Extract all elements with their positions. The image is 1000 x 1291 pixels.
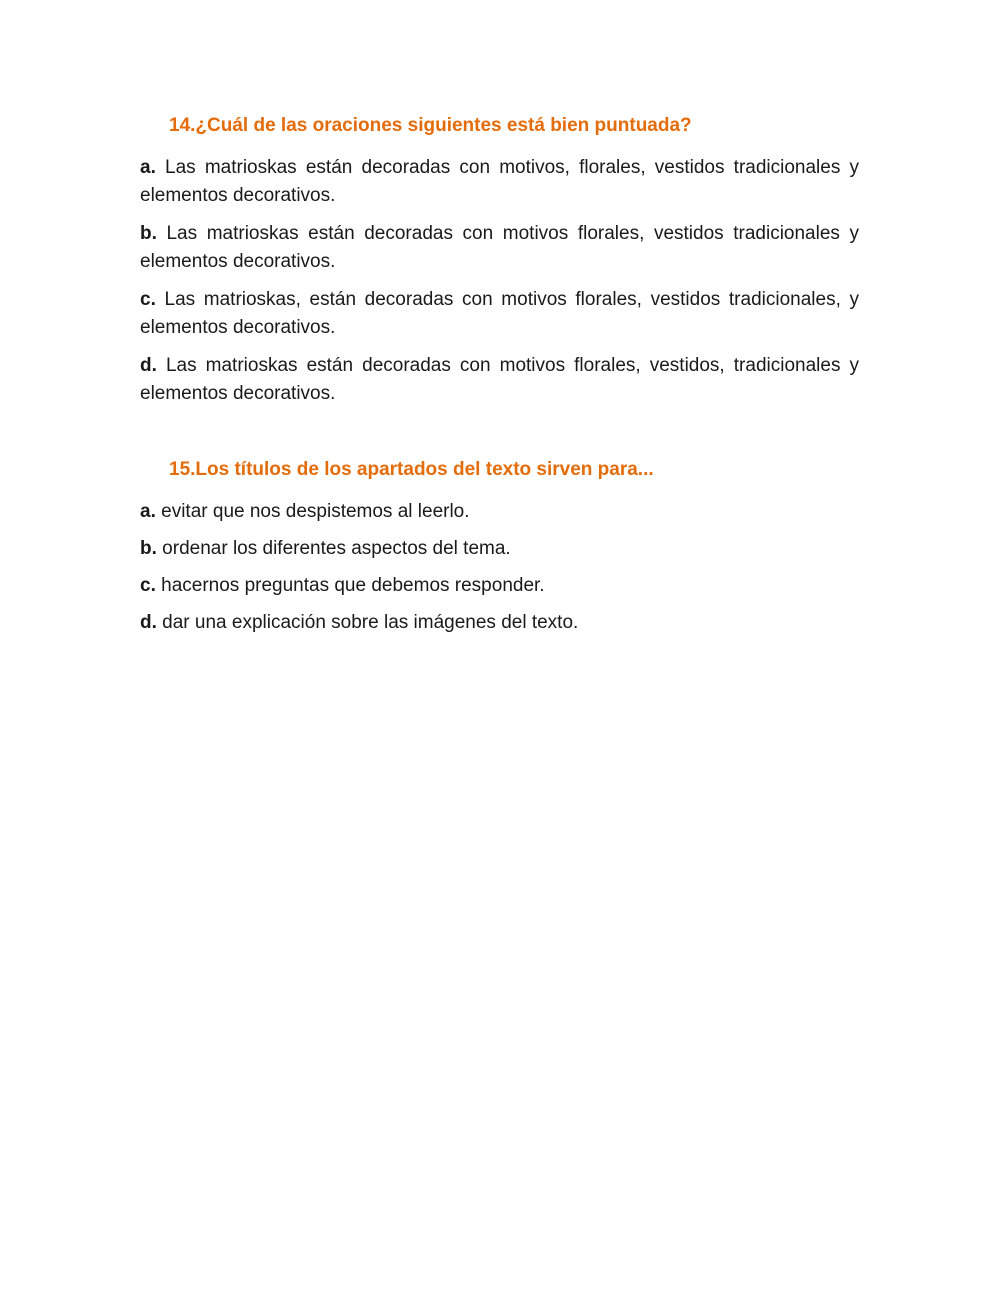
option-letter: b. xyxy=(140,538,157,559)
option-text: Las matrioskas están decoradas con motivos florales, vestidos, tradicionales y elementos decorativos. xyxy=(140,355,860,404)
option-letter: d. xyxy=(140,612,157,633)
option-c[interactable] xyxy=(140,286,859,342)
option-text: ordenar los diferentes aspectos del tema. xyxy=(162,538,511,559)
option-text: evitar que nos despistemos al leerlo. xyxy=(161,501,470,522)
option-b[interactable] xyxy=(140,535,859,563)
option-letter: a. xyxy=(140,501,156,522)
option-a[interactable] xyxy=(140,154,859,210)
option-letter: a. xyxy=(140,157,156,178)
option-letter: c. xyxy=(140,289,156,310)
option-a[interactable] xyxy=(140,498,859,526)
option-letter: b. xyxy=(140,223,157,244)
question-title: 14.¿Cuál de las oraciones siguientes está bien puntuada? xyxy=(169,115,692,136)
option-c[interactable] xyxy=(140,572,859,600)
option-letter: d. xyxy=(140,355,157,376)
option-text: Las matrioskas, están decoradas con motivos florales, vestidos tradicionales, y elementos decorativos. xyxy=(140,289,859,338)
option-text: Las matrioskas están decoradas con motivos florales, vestidos tradicionales y elementos decorativos. xyxy=(140,223,859,272)
option-text: dar una explicación sobre las imágenes del texto. xyxy=(162,612,579,633)
option-d[interactable] xyxy=(140,352,859,408)
option-letter: c. xyxy=(140,575,156,596)
question-15 xyxy=(140,456,859,637)
option-d[interactable] xyxy=(140,609,859,637)
option-b[interactable] xyxy=(140,220,859,276)
option-text: hacernos preguntas que debemos responder. xyxy=(161,575,545,596)
question-title: 15.Los títulos de los apartados del texto sirven para... xyxy=(169,459,654,480)
worksheet-page xyxy=(140,112,859,646)
question-14 xyxy=(140,112,859,408)
option-text: Las matrioskas están decoradas con motivos, florales, vestidos tradicionales y elementos decorativos. xyxy=(140,157,859,206)
